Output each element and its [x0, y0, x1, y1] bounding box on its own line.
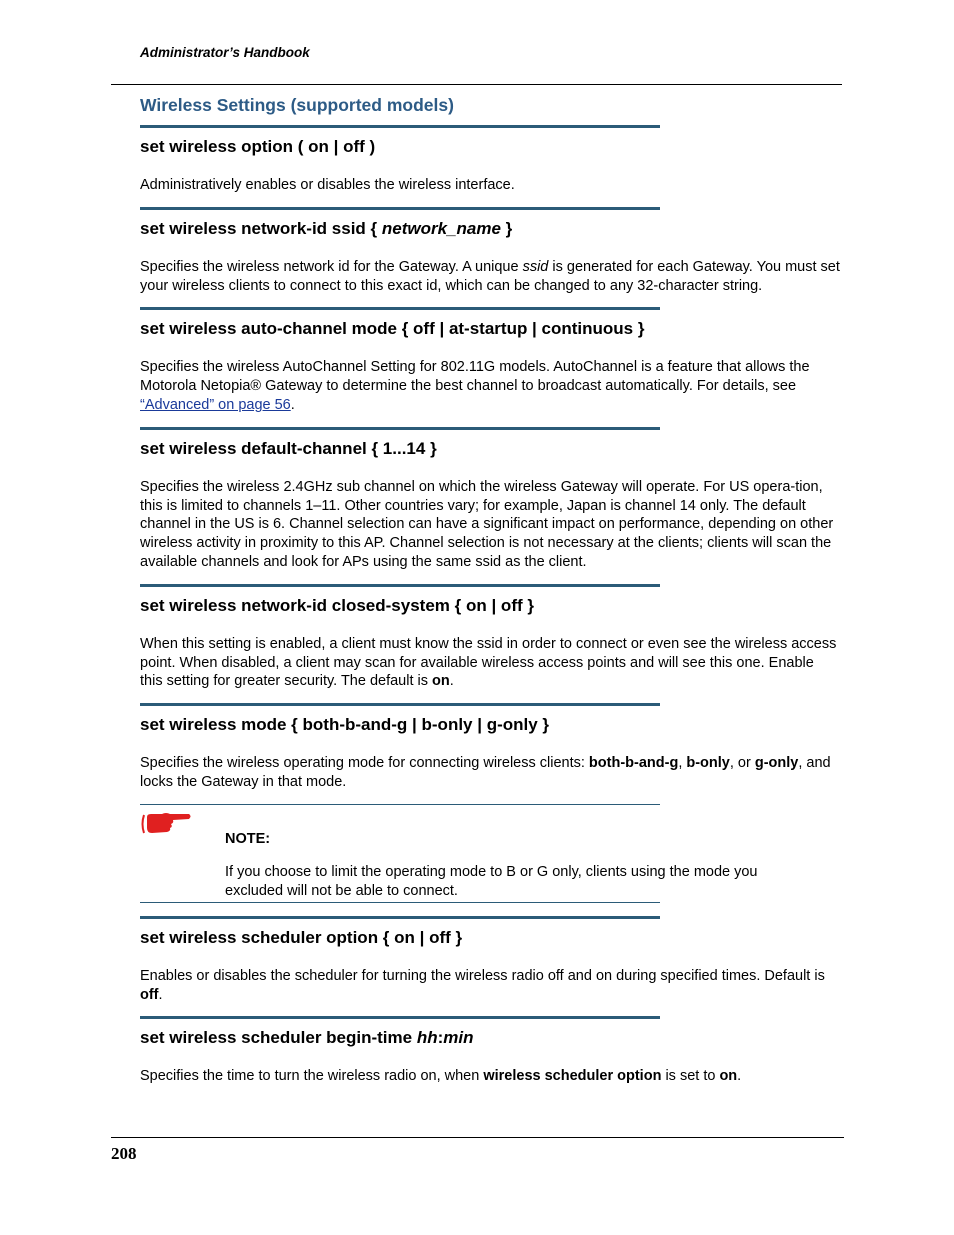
description-text: is generated for each Gateway. You must set your wireless clients to connect to this exact id, which can be changed to any 32-character string. [140, 258, 840, 294]
description-text: Specifies the wireless network id for the Gateway. A unique [140, 258, 523, 275]
command-heading [140, 218, 840, 240]
running-header: Administrator’s Handbook [140, 45, 310, 60]
advanced-page-link[interactable]: “Advanced” on page 56 [140, 396, 291, 413]
note-text: If you choose to limit the operating mode to B or G only, clients using the mode you excluded will not be able to connect. [225, 863, 758, 899]
note-box [140, 804, 758, 903]
command-description: Specifies the wireless 2.4GHz sub channel on which the wireless Gateway will operate. For US opera-tion, this is limited to channels 1–11. Other countries vary; for example, Japan is channel 14 only. The default channel in the US is 6. Channel selection can have a significant impact on performance, depending on other wireless activity in proximity to this AP. Channel selection is not necessary at the clients; clients will scan the available channels and look for APs using the same ssid as the client. [140, 478, 834, 570]
description-text: . [290, 396, 295, 413]
command-heading: set wireless network-id closed-system { on | off } [140, 595, 534, 615]
description-bold: b-only [686, 755, 730, 772]
command-rule [140, 307, 660, 310]
command-rule [140, 584, 660, 587]
command-rule [140, 427, 660, 430]
description-text: Specifies the wireless AutoChannel Setting for 802.11G models. AutoChannel is a feature that allows the Motorola Netopia® Gateway to determine the best channel to broadcast automatically. For details, see [140, 359, 810, 395]
command-parameter: network_name [381, 218, 501, 238]
note-label: NOTE: [225, 830, 271, 847]
description-text: When this setting is enabled, a client must know the ssid in order to connect or even see the wireless access point. When disabled, a client may scan for available wireless access points and will see this one. Enable this setting for greater security. The default is [140, 635, 837, 690]
command-heading [140, 1027, 840, 1049]
description-text: , and locks the Gateway in that mode. [140, 755, 831, 790]
command-description [140, 1067, 840, 1086]
header-rule [111, 84, 842, 85]
command-rule [140, 916, 660, 919]
command-heading: set wireless option ( on | off ) [140, 137, 376, 156]
description-text: Enables or disables the scheduler for turning the wireless radio off and on during specified times. Default is [140, 967, 825, 984]
command-description [140, 258, 840, 296]
description-bold: on [432, 673, 450, 690]
description-text: Specifies the wireless operating mode for connecting wireless clients: [140, 755, 589, 772]
page-number: 208 [111, 1144, 137, 1163]
description-text: . [158, 986, 163, 1003]
command-description: Administratively enables or disables the wireless interface. [140, 177, 515, 193]
command-heading: set wireless mode { both-b-and-g | b-only | g-only } [140, 715, 550, 735]
footer-rule [111, 1137, 844, 1138]
pointing-hand-icon [140, 811, 192, 837]
command-rule [140, 703, 660, 706]
description-text: . [737, 1068, 742, 1085]
description-text: . [449, 673, 454, 690]
description-bold: off [140, 986, 159, 1003]
description-bold: wireless scheduler option [483, 1068, 662, 1085]
description-bold: on [719, 1068, 738, 1085]
command-description [140, 754, 840, 792]
command-text: set wireless scheduler begin-time [140, 1028, 417, 1048]
command-parameter: hh [416, 1028, 438, 1048]
command-text: } [500, 218, 513, 238]
command-heading: set wireless default-channel { 1...14 } [140, 438, 437, 458]
description-text: is set to [661, 1068, 720, 1085]
description-bold: both-b-and-g [588, 755, 679, 772]
description-text: , [678, 755, 687, 772]
description-bold: g-only [754, 755, 799, 772]
command-description [140, 635, 840, 691]
page-content [140, 93, 840, 1098]
command-heading: set wireless auto-channel mode { off | at-startup | continuous } [140, 319, 645, 339]
command-description [140, 967, 840, 1005]
command-parameter: min [443, 1028, 474, 1048]
command-rule [140, 1016, 660, 1019]
description-text: , or [729, 755, 755, 772]
command-rule [140, 207, 660, 210]
description-italic: ssid [522, 258, 549, 275]
command-text: set wireless network-id ssid { [140, 218, 382, 238]
command-description [140, 358, 840, 414]
section-title: Wireless Settings (supported models) [140, 95, 454, 115]
description-text: Specifies the time to turn the wireless radio on, when [140, 1068, 484, 1085]
command-heading: set wireless scheduler option { on | off } [140, 927, 463, 947]
command-text: : [437, 1028, 444, 1048]
command-rule [140, 125, 660, 128]
